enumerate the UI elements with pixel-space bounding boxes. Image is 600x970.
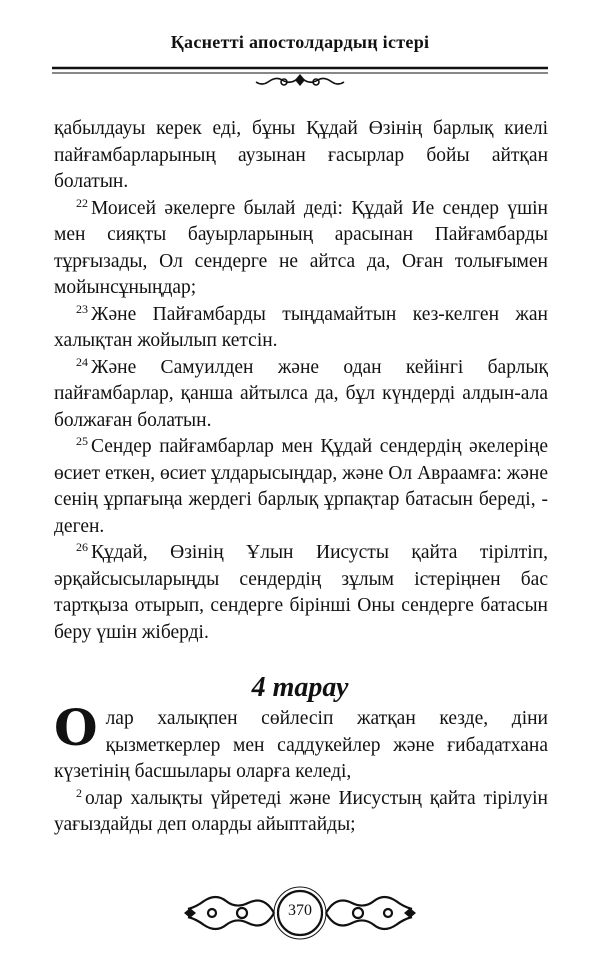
verse-22 — [54, 196, 548, 302]
running-header: Қаснетті апостолдардың істері — [170, 32, 430, 52]
verse-25 — [54, 434, 548, 540]
verse-number: 25 — [76, 434, 88, 448]
page-number: 370 — [288, 902, 312, 919]
chapter-text — [54, 698, 548, 839]
verse-number: 26 — [76, 540, 88, 554]
verse-text: Және Самуилден және одан кейінгі барлық пайғамбарлар, қанша айтылса да, бұл күндерді алдын-ала болжаған болатын. — [54, 356, 548, 431]
verse-text: Моисей әкелерге былай деді: Құдай Ие сендер үшін мен сияқты бауырларының арасынан Пайғамбарды тұрғызады, Ол сендерге не айтса да, Оған толығымен мойынсұныңдар; — [54, 197, 548, 298]
body-text — [54, 116, 548, 646]
verse-text: Сендер пайғамбарлар мен Құдай сендердің әкелеріңе өсиет еткен, өсиет ұлдарысыңдар, және Ол Авраамға: және сенің ұрпағыңа жердегі барлық ұрпақтар батасын береді, - деген. — [54, 436, 548, 537]
verse-text: Құдай, Өзінің Ұлын Иисусты қайта тірілтіп, әрқайсысыларыңды сендердің зұлым істеріңнен бас тартқыза отырып, сендерге бірінші Оны сендерге батасын беру үшін жіберді. — [54, 542, 548, 643]
paragraph-continued — [54, 116, 548, 196]
chapter-first-paragraph — [54, 698, 548, 786]
verse-number: 24 — [76, 354, 88, 369]
drop-cap: О — [54, 698, 98, 757]
verse-text: Және Пайғамбарды тыңдамайтын кез-келген жан халықтан жойылып кетсін. — [54, 303, 548, 351]
chapter-heading: 4 тарау — [251, 672, 349, 703]
header-ornament-rule — [52, 62, 548, 92]
verse-text: олар халықты үйретеді және Иисустың қайта тірілуін уағыздайды деп оларды айыптайды; — [54, 787, 548, 835]
verse-number: 23 — [76, 301, 88, 316]
verse-24 — [54, 355, 548, 435]
verse-2 — [54, 786, 548, 839]
verse-number: 2 — [76, 785, 82, 800]
paragraph-text: қабылдауы керек еді, бұны Құдай Өзінің барлық киелі пайғамбарларының аузынан ғасырлар бойы айтқан болатын. — [54, 118, 548, 192]
verse-26 — [54, 540, 548, 646]
chapter-first-text: лар халықпен сөйлесіп жатқан кезде, діни қызметкерлер мен саддукейлер және ғибадатхана күзетінің басшылары оларға келеді, — [54, 708, 548, 782]
verse-23 — [54, 302, 548, 355]
verse-number: 22 — [76, 195, 88, 210]
